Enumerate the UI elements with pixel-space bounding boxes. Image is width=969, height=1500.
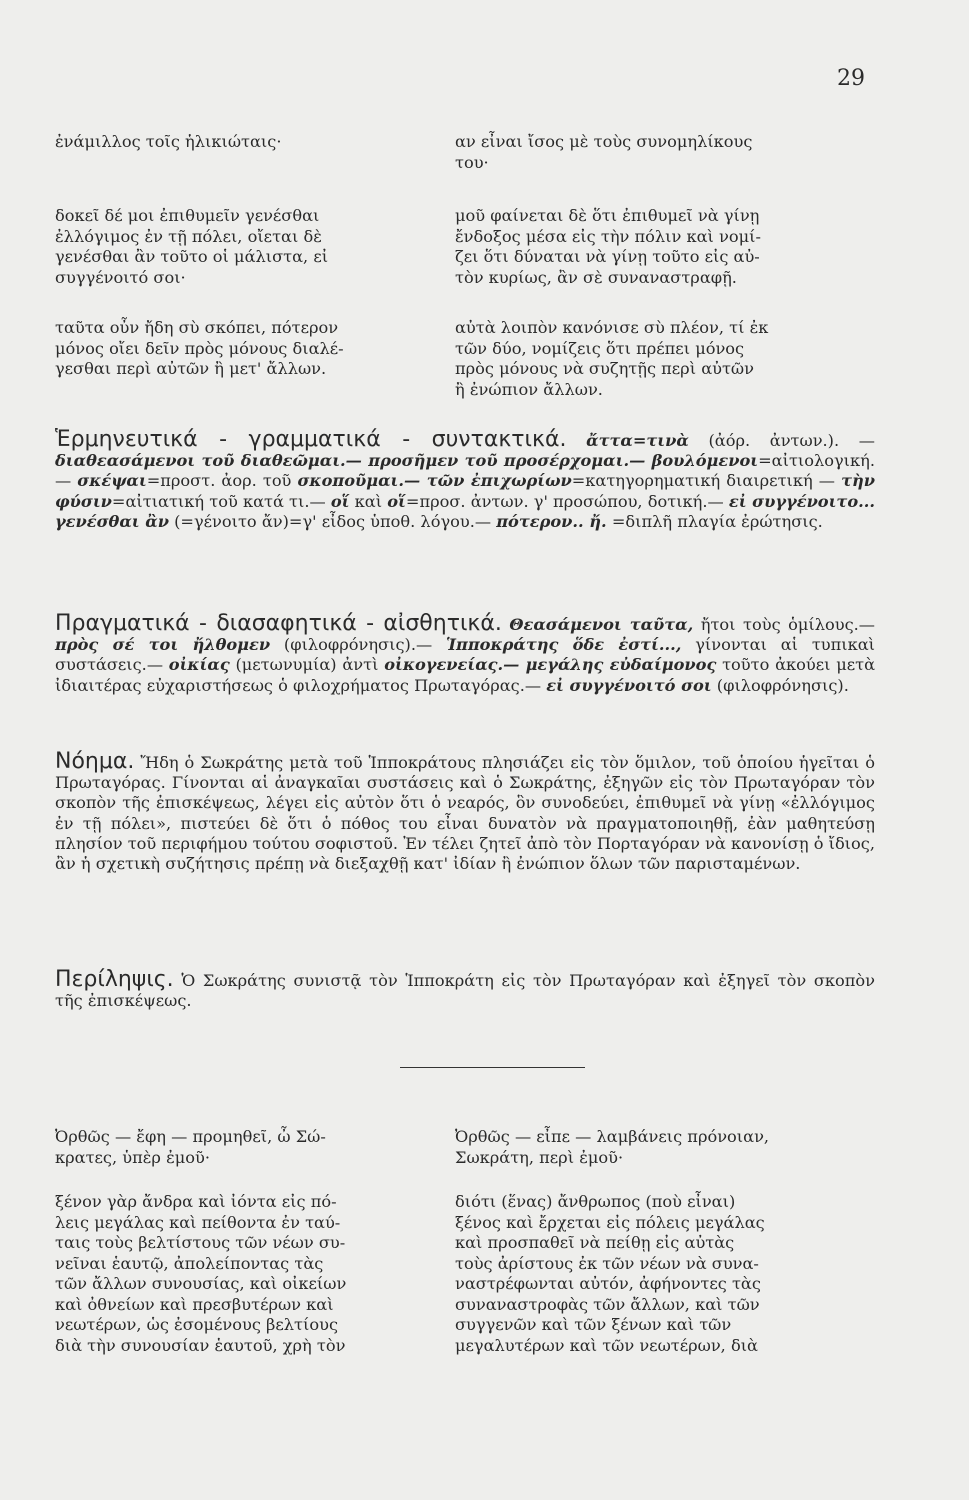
note-term: διαθεασάμενοι τοῦ διαθεῶμαι.— προσῆμεν τοῦ προσέρχομαι.— βουλόμενοι [55,451,759,471]
note-term: σκοποῦμαι.— τῶν ἐπιχωρίων [297,471,572,491]
note-term: οἰκίας [168,655,230,675]
note-term: τὴν φύσιν [55,471,875,511]
text-pair-5 [55,1192,875,1356]
note-text: (φιλοφρόνησις). [711,675,849,695]
note-term: οἵ [387,491,406,511]
note-text: γίνονται αἱ τυπικαὶ συστάσεις.— [55,635,875,675]
note-text: =προστ. ἀορ. τοῦ [146,471,298,491]
section-divider [400,1067,585,1068]
note-term: οἰκογενείας.— μεγάλης εὐδαίμονος [384,655,717,675]
summary-heading: Περίληψις. [55,967,174,992]
note-term: ἄττα=τινὰ [586,431,689,450]
note-text: ἤτοι τοὺς ὁμίλους.— [693,615,875,634]
modern-greek-text: διότι (ἕνας) ἄνθρωπος (ποὺ εἶναι) ξένος καὶ ἔρχεται εἰς πόλεις μεγάλας καὶ προσπαθεῖ νὰ πείθῃ εἰς αὐτὰς τοὺς ἀρίστους ἐκ τῶν νέων νὰ συνα- ναστρέφωνται αὐτόν, ἀφήνοντες τὰς συναναστροφὰς τῶν ἄλλων, καὶ τῶν συγγενῶν καὶ τῶν ξένων καὶ τῶν μεγαλυτέρων καὶ τῶν νεωτέρων, διὰ [455,1192,765,1355]
modern-greek-text: μοῦ φαίνεται δὲ ὅτι ἐπιθυμεῖ νὰ γίνῃ ἔνδοξος μέσα εἰς τὴν πόλιν καὶ νομί- ζει ὅτι δύναται νὰ γίνῃ τοῦτο εἰς αὐ- τὸν κυρίως, ἂν σὲ συναναστραφῇ. [455,206,761,287]
modern-greek-text: Ὀρθῶς — εἶπε — λαμβάνεις πρόνοιαν, Σωκράτη, περὶ ἐμοῦ· [455,1127,770,1167]
note-term: πότερον.. ἤ. [496,511,607,531]
real-notes [55,611,875,696]
ancient-greek-text: ἐνάμιλλος τοῖς ἡλικιώταις· [55,132,282,151]
modern-greek-text: αὐτὰ λοιπὸν κανόνισε σὺ πλέον, τί ἐκ τῶν δύο, νομίζεις ὅτι πρέπει μόνος πρὸς μόνους νὰ συζητῇς περὶ αὐτῶν ἢ ἐνώπιον ἄλλων. [455,318,769,399]
real-heading: Πραγματικά - διασαφητικά - αἰσθητικά. [55,611,502,636]
note-text: =αἰτιατική τοῦ κατά τι.— [111,491,331,511]
note-text: (=γένοιτο ἄν)=γ' εἶδος ὑποθ. λόγου.— [168,511,497,531]
note-text: τοῦτο ἀκούει μετὰ ἰδιαιτέρας εὐχαριστήσεως ὁ φιλοχρήματος Πρωταγόρας.— [55,655,875,695]
meaning-section [55,749,875,874]
note-term: εἰ συγγένοιτο... γενέσθαι ἂν [55,491,876,531]
note-term: πρὸς σέ τοι ἤλθομεν [55,635,271,655]
note-term: σκέψαι [77,471,147,491]
text-pair-4 [55,1127,875,1168]
note-text: =κατηγορηματική διαιρετική — [571,471,842,491]
note-text: =αἰτιολογική.— [55,451,875,491]
text-pair-1 [55,132,875,173]
note-text: (μετωνυμία) ἀντὶ [229,655,385,675]
meaning-heading: Νόημα. [55,749,135,774]
note-text: =διπλῆ πλαγία ἐρώτησις. [606,511,823,531]
ancient-greek-text: ταῦτα οὖν ἤδη σὺ σκόπει, πότερον μόνος οἴει δεῖν πρὸς μόνους διαλέ- γεσθαι περὶ αὐτῶν ἢ μετ' ἄλλων. [55,318,344,378]
modern-greek-text: αν εἶναι ἴσος μὲ τοὺς συνομηλίκους του· [455,132,753,172]
note-text: (φιλοφρόνησις).— [270,635,446,655]
ancient-greek-text: Ὀρθῶς — ἔφη — προμηθεῖ, ὦ Σώ- κρατες, ὑπὲρ ἐμοῦ· [55,1127,326,1167]
note-text: καὶ [349,491,388,511]
note-text: =προσ. ἀντων. γ' προσώπου, δοτική.— [405,491,729,511]
note-term: Θεασάμενοι ταῦτα, [509,615,694,634]
note-term: Ἱπποκράτης ὅδε ἐστί..., [445,635,682,655]
summary-text: Ὁ Σωκράτης συνιστᾷ τὸν Ἱπποκράτη εἰς τὸν Πρωταγόραν καὶ ἐξηγεῖ τὸν σκοπὸν τῆς ἐπισκέψεως. [55,971,875,1011]
text-pair-3 [55,318,875,400]
text-pair-2 [55,206,875,288]
note-term: εἰ συγγένοιτό σοι [546,675,712,695]
note-text: (ἀόρ. ἀντων.). — [688,431,875,450]
ancient-greek-text: ξένον γὰρ ἄνδρα καὶ ἰόντα εἰς πό- λεις μεγάλας καὶ πείθοντα ἐν ταύ- ταις τοὺς βελτίστους τῶν νέων συ- νεῖναι ἑαυτῷ, ἀπολείποντας τὰς τῶν ἄλλων συνουσίας, καὶ οἰκείων καὶ ὀθνείων καὶ πρεσβυτέρων καὶ νεωτέρων, ὡς ἐσομένους βελτίους διὰ τὴν συνουσίαν ἑαυτοῦ, χρὴ τὸν [55,1192,347,1355]
ancient-greek-text: δοκεῖ δέ μοι ἐπιθυμεῖν γενέσθαι ἐλλόγιμος ἐν τῇ πόλει, οἴεται δὲ γενέσθαι ἂν τοῦτο οἱ μάλιστα, εἰ συγγένοιτό σοι· [55,206,329,287]
note-term: οἵ [330,491,350,511]
summary-section [55,967,875,1011]
page-number: 29 [837,66,865,91]
grammar-notes [55,427,876,532]
grammar-heading: Ἑρμηνευτικά - γραμματικά - συντακτικά. [55,427,567,452]
meaning-text: Ἤδη ὁ Σωκράτης μετὰ τοῦ Ἱπποκράτους πλησιάζει εἰς τὸν ὅμιλον, τοῦ ὁποίου ἡγεῖται ὁ Πρωταγόρας. Γίνονται αἱ ἀναγκαῖαι συστάσεις καὶ ὁ Σωκράτης, ἐξηγῶν εἰς τὸν Πρωταγόραν τὸν σκοπὸν τῆς ἐπισκέψεως, λέγει εἰς αὐτὸν ὅτι ὁ νεαρός, ὃν συνοδεύει, ἐπιθυμεῖ νὰ γίνῃ «ἐλλόγιμος ἐν τῇ πόλει», πιστεύει δὲ ὅτι ὁ πόθος του εἶναι δυνατὸν νὰ πραγματοποιηθῇ, ἐὰν μαθητεύσῃ πλησίον τοῦ περιφήμου τούτου σοφιστοῦ. Ἐν τέλει ζητεῖ ἀπὸ τὸν Πορταγόραν νὰ κανονίσῃ ὁ ἴδιος, ἂν ἡ σχετικὴ συζήτησις πρέπῃ νὰ διεξαχθῇ κατ' ἰδίαν ἢ ἐνώπιον ὅλων τῶν παρισταμένων. [55,753,875,874]
